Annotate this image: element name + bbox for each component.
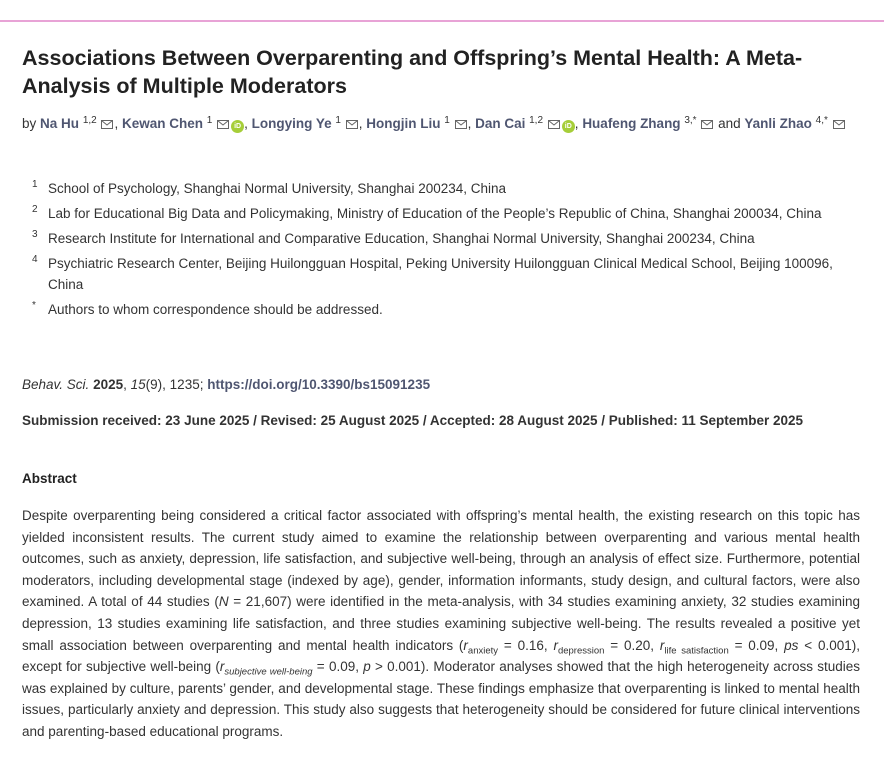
authors-and: and: [718, 116, 741, 131]
abstract-text: Despite overparenting being considered a critical factor associated with offspring’s mental health, the existing research on this topic has yielded inconsistent results. The current study aimed to examine the relationship between overparenting and various mental health outcomes, such as anxiety, depression, life satisfaction, and subjective well-being, through an analysis of effect size. Furthermore, potential moderators, including developmental stage (indexed by age), gender, information informants, study design, and cultural factors, were also examined. A total of 44 studies (N = 21,607) were identified in the meta-analysis, with 34 studies examining anxiety, 32 studies examining depression, 13 studies examining life satisfaction, and three studies examining subjective well-being. The results revealed a positive yet small association between overparenting and mental health indicators ($r_{anxiety} = 0.16$, $r_{depression} = 0.20$, $r_{life satisfaction} = 0.09$, ps < 0.001), except for subjective well-being ($r_{subjective well-being} = 0.09$, p > 0.001). Moderator analyses showed that the high heterogeneity across studies was explained by culture, parents’ gender, and developmental stage. These findings emphasize that overparenting is linked to mental health issues, particularly anxiety and depression. This study also suggests that heterogeneity should be considered for future clinical interventions and parenting-based educational programs.: [22, 508, 861, 739]
affiliation-number: 3: [32, 229, 38, 240]
author-affiliation-sup: 3,*: [684, 115, 697, 126]
affiliation-number: 2: [32, 204, 38, 215]
author-name[interactable]: Kewan Chen: [122, 116, 204, 131]
affiliation-item: [32, 203, 862, 224]
author-name[interactable]: Huafeng Zhang: [582, 116, 681, 131]
email-icon[interactable]: [543, 116, 561, 131]
author-name[interactable]: Longying Ye: [251, 116, 332, 131]
author-name[interactable]: Dan Cai: [475, 116, 526, 131]
citation-article: 1235: [169, 377, 200, 392]
affiliation-text: Research Institute for International and Comparative Education, Shanghai Normal University, Shanghai 200234, China: [48, 231, 755, 246]
citation-year: 2025: [93, 377, 124, 392]
affiliation-text: Lab for Educational Big Data and Policymaking, Ministry of Education of the People’s Republic of China, Shanghai 200034, China: [48, 206, 822, 221]
author-affiliation-sup: 1: [206, 115, 213, 126]
author-affiliation-sup: 1: [444, 115, 450, 126]
affiliation-text: Psychiatric Research Center, Beijing Huilongguan Hospital, Peking University Huilongguan Clinical Medical School, Beijing 100096, China: [48, 256, 833, 292]
email-icon[interactable]: [697, 116, 715, 131]
affiliation-number: 4: [32, 254, 38, 265]
publication-dates: Submission received: 23 June 2025 / Revised: 25 August 2025 / Accepted: 28 August 2025 / Published: 11 September 2025: [22, 413, 804, 428]
article-title: Associations Between Overparenting and Offspring’s Mental Health: A Meta-Analysis of Multiple Moderators: [22, 46, 803, 98]
author-affiliation-sup: 4,*: [815, 115, 828, 126]
citation-issue: (9): [145, 377, 163, 392]
citation: Behav. Sci. 2025, 15(9), 1235; https://doi.org/10.3390/bs15091235: [22, 377, 431, 392]
email-icon[interactable]: [97, 116, 115, 131]
author-affiliation-sup: 1,2: [529, 115, 544, 126]
affiliations: [32, 178, 862, 324]
orcid-icon[interactable]: iD: [231, 120, 244, 133]
affiliation-number: *: [32, 300, 36, 311]
abstract-heading: Abstract: [22, 471, 77, 486]
affiliation-number: 1: [32, 179, 38, 190]
email-icon[interactable]: [828, 116, 846, 131]
author-name[interactable]: Yanli Zhao: [744, 116, 812, 131]
author-affiliation-sup: 1: [335, 115, 341, 126]
email-icon[interactable]: [450, 116, 468, 131]
affiliation-text: School of Psychology, Shanghai Normal University, Shanghai 200234, China: [48, 181, 507, 196]
affiliation-item: [32, 253, 862, 295]
authors-prefix: by: [22, 116, 37, 131]
affiliation-item: [32, 299, 862, 320]
affiliation-text: Authors to whom correspondence should be addressed.: [48, 302, 383, 317]
doi-link[interactable]: https://doi.org/10.3390/bs15091235: [207, 377, 431, 392]
orcid-icon[interactable]: iD: [562, 120, 575, 133]
citation-volume: 15: [130, 377, 146, 392]
author-name[interactable]: Hongjin Liu: [366, 116, 441, 131]
author-affiliation-sup: 1,2: [82, 115, 97, 126]
journal-name: Behav. Sci.: [22, 377, 90, 392]
affiliation-item: [32, 178, 862, 199]
email-icon[interactable]: [212, 116, 230, 131]
affiliation-item: [32, 228, 862, 249]
author-list: by Na Hu $^{1,2}$ , Kewan Chen $^1$ iD , Longying Ye $^1$ , Hongjin Liu $^1$ , Dan Cai $^{1,2}$ iD , Huafeng Zhang $^{3,*}$ and Yanli Zhao $^{4,*}$: [22, 112, 872, 135]
email-icon[interactable]: [341, 116, 359, 131]
author-name[interactable]: Na Hu: [40, 116, 80, 131]
